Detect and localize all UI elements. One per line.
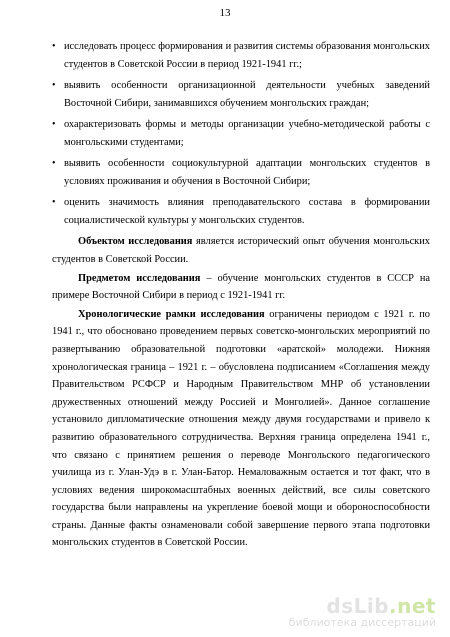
bullet-icon: • xyxy=(52,158,56,170)
chronology-paragraph xyxy=(52,306,430,552)
subject-text: – обучение монгольских студентов в СССР на примере Восточной Сибири в период с 1921-1941 гг. xyxy=(52,272,430,302)
subject-label: Предметом исследования xyxy=(78,272,201,284)
bullet-icon: • xyxy=(52,197,56,209)
bullet-icon: • xyxy=(52,119,56,131)
goal-text: исследовать процесс формирования и развития системы образования монгольских студентов в Советской России в период 1921-1941 гг.; xyxy=(64,41,430,70)
dslib-watermark xyxy=(289,596,436,629)
goal-text: выявить особенности социокультурной адаптации монгольских студентов в условиях проживания и обучения в Восточной Сибири; xyxy=(64,158,430,187)
logo-main: dsLib xyxy=(326,594,390,618)
page-number: 13 xyxy=(219,7,231,19)
list-item xyxy=(52,38,430,73)
goal-text: охарактеризовать формы и методы организации учебно-методической работы с монгольскими студентами; xyxy=(64,119,430,148)
list-item xyxy=(52,194,430,229)
watermark-subtitle: библиотека диссертаций xyxy=(288,616,436,629)
object-label: Объектом исследования xyxy=(78,236,193,248)
chronology-label: Хронологические рамки исследования xyxy=(78,308,265,320)
page-content xyxy=(52,38,430,552)
logo-accent: .net xyxy=(389,594,436,618)
goal-text: оценить значимость влияния преподавательского состава в формировании социалистической культуры у монгольских студентов. xyxy=(64,197,430,226)
goal-text: выявить особенности организационной деятельности учебных заведений Восточной Сибири, занимавшихся обучением монгольских граждан; xyxy=(64,80,430,109)
bullet-icon: • xyxy=(52,41,56,52)
list-item xyxy=(52,77,430,112)
subject-paragraph xyxy=(52,270,430,305)
dslib-logo xyxy=(289,596,436,616)
list-item xyxy=(52,155,430,190)
bullet-icon: • xyxy=(52,80,56,92)
chronology-text: ограничены периодом с 1921 г. по 1941 г., что обосновано проведением первых советско-монгольских мероприятий по развертыванию образовательной подготовки «аратской» молодежи. Нижняя хронологическая граница – 1921 г. – обусловлена подписанием «Соглашения между Правительством РСФСР и Народным Правительством МНР об установлении дружественных отношений между Россией и Монголией». Данное соглашение установило дипломатические отношения между двумя государствами и привело к развитию образовательного сотрудничества. Верхняя граница определена 1941 г., что связано с принятием решения о переводе Монгольского педагогического училища из г. Улан-Удэ в г. Улан-Батор. Немаловажным остается и тот факт, что в условиях ведения широкомасштабных военных действий, все силы советского государства были направлены на укрепление боевой мощи и обороноспособности страны. Данные факты ознаменовали собой завершение первого этапа подготовки монгольских студентов в Советской России. xyxy=(52,308,430,549)
object-paragraph xyxy=(52,233,430,268)
object-text: является исторический опыт обучения монгольских студентов в Советской России. xyxy=(52,236,430,265)
research-goals-list xyxy=(52,38,430,230)
list-item xyxy=(52,116,430,151)
